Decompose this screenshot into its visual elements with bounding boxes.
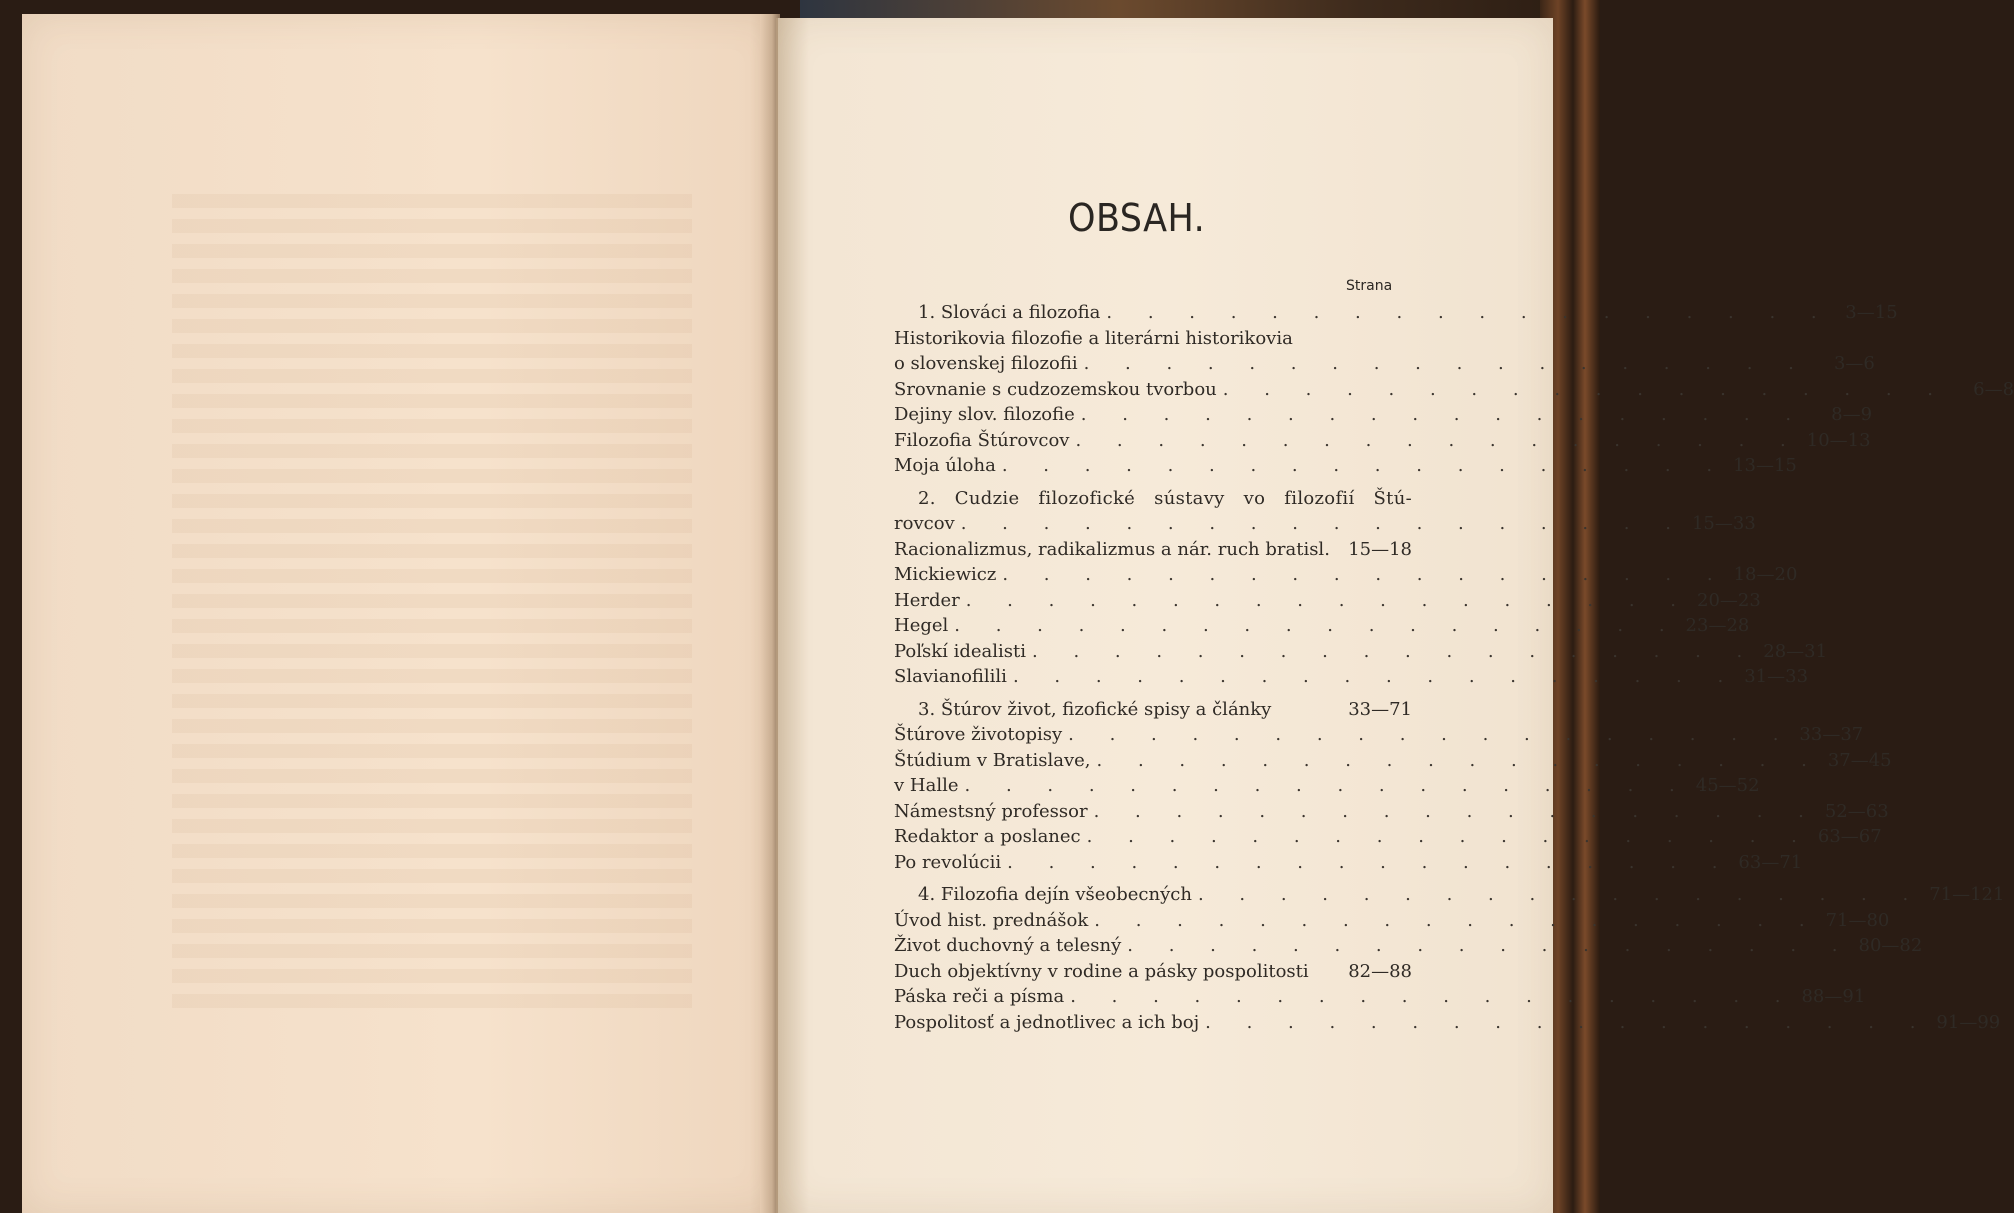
toc-page-range: 63—67	[1817, 826, 1882, 847]
leader-dots: . . . . . . . . . . . . . . . . . .	[1002, 564, 1728, 585]
toc-entry	[894, 588, 1761, 614]
leader-dots: . . . . . . . . . . . . . . . . . .	[954, 615, 1680, 636]
toc-page-range: 31—33	[1744, 666, 1809, 687]
toc-page-range: 8—9	[1831, 404, 1873, 425]
toc-entry-label: Redaktor a poslanec	[894, 826, 1081, 847]
toc-page-range: 33—71	[1348, 698, 1412, 720]
page-column-header: Strana	[1346, 278, 1393, 294]
leader-dots: . . . . . . . . . . . . . . . . . .	[1222, 378, 1949, 400]
toc-entry	[894, 613, 1750, 639]
toc-chapter-3	[894, 697, 1412, 723]
toc-chapter-title: 4. Filozofia dejín všeobecných	[918, 884, 1192, 905]
toc-entry-label: Námestsný professor	[894, 800, 1088, 822]
toc-page-range: 10—13	[1806, 429, 1871, 451]
toc-entry	[894, 799, 1889, 825]
toc-entry	[894, 326, 1412, 352]
toc-chapter-4	[894, 882, 2005, 908]
toc-entry	[894, 428, 1871, 454]
toc-entry-label: Pospolitosť a jednotlivec a ich boj	[894, 1011, 1200, 1033]
leader-dots: . . . . . . . . . . . . . . . . . .	[1094, 909, 1820, 931]
toc-entry-label: Po revolúcii	[894, 851, 1002, 873]
toc-entry-label: v Halle	[894, 775, 959, 796]
toc-entry	[894, 1010, 2001, 1036]
toc-page-range: 15—18	[1348, 538, 1412, 560]
leader-dots: . . . . . . . . . . . . . . . . . .	[1032, 640, 1758, 662]
toc-page-range: 52—63	[1824, 800, 1889, 822]
leader-dots: . . . . . . . . . . . . . . . . . .	[1127, 935, 1853, 956]
toc-entry	[894, 850, 1803, 876]
toc-page-range: 18—20	[1733, 564, 1798, 585]
toc-entry-label: o slovenskej filozofii	[894, 353, 1078, 374]
toc-entry-label: Moja úloha	[894, 455, 996, 476]
toc-page-range: 20—23	[1697, 589, 1761, 611]
toc-entry-label: Herder	[894, 589, 960, 611]
toc-entry-label: Úvod hist. prednášok	[894, 909, 1089, 931]
leader-dots: . . . . . . . . . . . . . . . . . .	[1070, 986, 1796, 1007]
leader-dots: . . . . . . . . . . . . . . . . . .	[1106, 302, 1832, 323]
toc-entry-label: Racionalizmus, radikalizmus a nár. ruch bratisl.	[894, 538, 1330, 560]
toc-page-range: 80—82	[1858, 935, 1923, 956]
leader-dots: . . . . . . . . . . . . . . . . . .	[1083, 353, 1809, 374]
toc-entry-label: Slavianofilili	[894, 666, 1007, 687]
toc-chapter-2-title: 2. Cudzie filozofické sústavy vo filozofií Štú-	[918, 487, 1412, 509]
toc-chapter-title: rovcov	[894, 513, 955, 534]
leader-dots: . . . . . . . . . . . . . . . . . .	[1001, 455, 1728, 476]
toc-entry-label: Mickiewicz	[894, 564, 997, 585]
toc-entry	[894, 377, 2014, 403]
toc-page-range: 82—88	[1348, 960, 1412, 982]
leader-dots: . . . . . . . . . . . . . . . . . .	[1007, 851, 1733, 873]
toc-page-range: 63—71	[1738, 851, 1803, 873]
toc-entry	[894, 402, 1873, 428]
toc-entry	[894, 908, 1890, 934]
leader-dots: . . . . . . . . . . . . . . . . . .	[1096, 749, 1822, 771]
toc-page-range: 23—28	[1685, 615, 1750, 636]
toc-entry-label: Štúdium v Bratislave,	[894, 749, 1091, 771]
leader-dots: . . . . . . . . . . . . . . . . . .	[1093, 800, 1819, 822]
leader-dots: . . . . . . . . . . . . . . . . . .	[960, 513, 1686, 534]
toc-page-range: 71—80	[1825, 909, 1890, 931]
toc-entry	[894, 351, 1875, 377]
toc-entry-label: Historikovia filozofie a literárni historikovia	[894, 327, 1293, 349]
toc-entry	[894, 984, 1866, 1010]
toc-chapter-title: 1. Slováci a filozofia	[918, 302, 1101, 323]
toc-entry	[894, 562, 1798, 588]
leader-dots: . . . . . . . . . . . . . . . . . .	[1205, 1011, 1931, 1033]
toc-page-range: 3—15	[1845, 302, 1898, 323]
toc-page-range: 15—33	[1691, 513, 1756, 534]
toc-entry-label: Hegel	[894, 615, 949, 636]
leader-dots: . . . . . . . . . . . . . . . . . .	[1080, 404, 1807, 425]
leader-dots: . . . . . . . . . . . . . . . . . .	[1197, 884, 1924, 905]
toc-chapter-title: 3. Štúrov život, fizofické spisy a články	[918, 698, 1272, 720]
toc-page-range: 91—99	[1936, 1011, 2001, 1033]
toc-page-range: 45—52	[1695, 775, 1760, 796]
leader-dots: . . . . . . . . . . . . . . . . . .	[964, 775, 1690, 796]
leader-dots: . . . . . . . . . . . . . . . . . .	[965, 589, 1691, 611]
toc-entry	[894, 933, 1923, 959]
toc-page-range: 3—6	[1833, 353, 1875, 374]
toc-page-range: 13—15	[1733, 455, 1797, 476]
leader-dots: . . . . . . . . . . . . . . . . . .	[1012, 666, 1739, 687]
toc-entry-label: Život duchovný a telesný	[894, 935, 1122, 956]
leader-dots: . . . . . . . . . . . . . . . . . .	[1086, 826, 1812, 847]
toc-page-range: 88—91	[1801, 986, 1866, 1007]
leader-dots: . . . . . . . . . . . . . . . . . .	[1075, 429, 1801, 451]
toc-entry	[894, 639, 1828, 665]
toc-entry-label: Páska reči a písma	[894, 986, 1065, 1007]
toc-entry	[894, 824, 1882, 850]
toc-page-range: 71—121	[1929, 884, 2005, 905]
toc-chapter-2	[894, 511, 1756, 537]
toc-entry-label: Filozofia Štúrovcov	[894, 429, 1070, 451]
bleed-through-text	[172, 194, 692, 1014]
toc-chapter-1	[894, 300, 1898, 326]
toc-entry	[894, 959, 1412, 985]
toc-entry-label: Duch objektívny v rodine a pásky pospolitosti	[894, 960, 1309, 982]
table-of-contents	[894, 300, 2014, 1035]
toc-entry	[894, 664, 1809, 690]
toc-entry	[894, 748, 1892, 774]
toc-page-range: 6—8	[1973, 378, 2014, 400]
left-page	[22, 14, 780, 1213]
toc-entry	[894, 537, 1412, 563]
contents-title: OBSAH.	[1068, 196, 1206, 240]
toc-entry	[894, 722, 1864, 748]
toc-entry	[894, 773, 1760, 799]
toc-entry-label: Srovnanie s cudzozemskou tvorbou	[894, 378, 1217, 400]
leader-dots: . . . . . . . . . . . . . . . . . .	[1068, 724, 1794, 745]
toc-entry-label: Štúrove životopisy	[894, 724, 1063, 745]
toc-entry-label: Poľskí idealisti	[894, 640, 1027, 662]
toc-page-range: 37—45	[1827, 749, 1892, 771]
toc-page-range: 33—37	[1799, 724, 1864, 745]
toc-entry	[894, 453, 1797, 479]
toc-entry-label: Dejiny slov. filozofie	[894, 404, 1075, 425]
toc-page-range: 28—31	[1763, 640, 1828, 662]
